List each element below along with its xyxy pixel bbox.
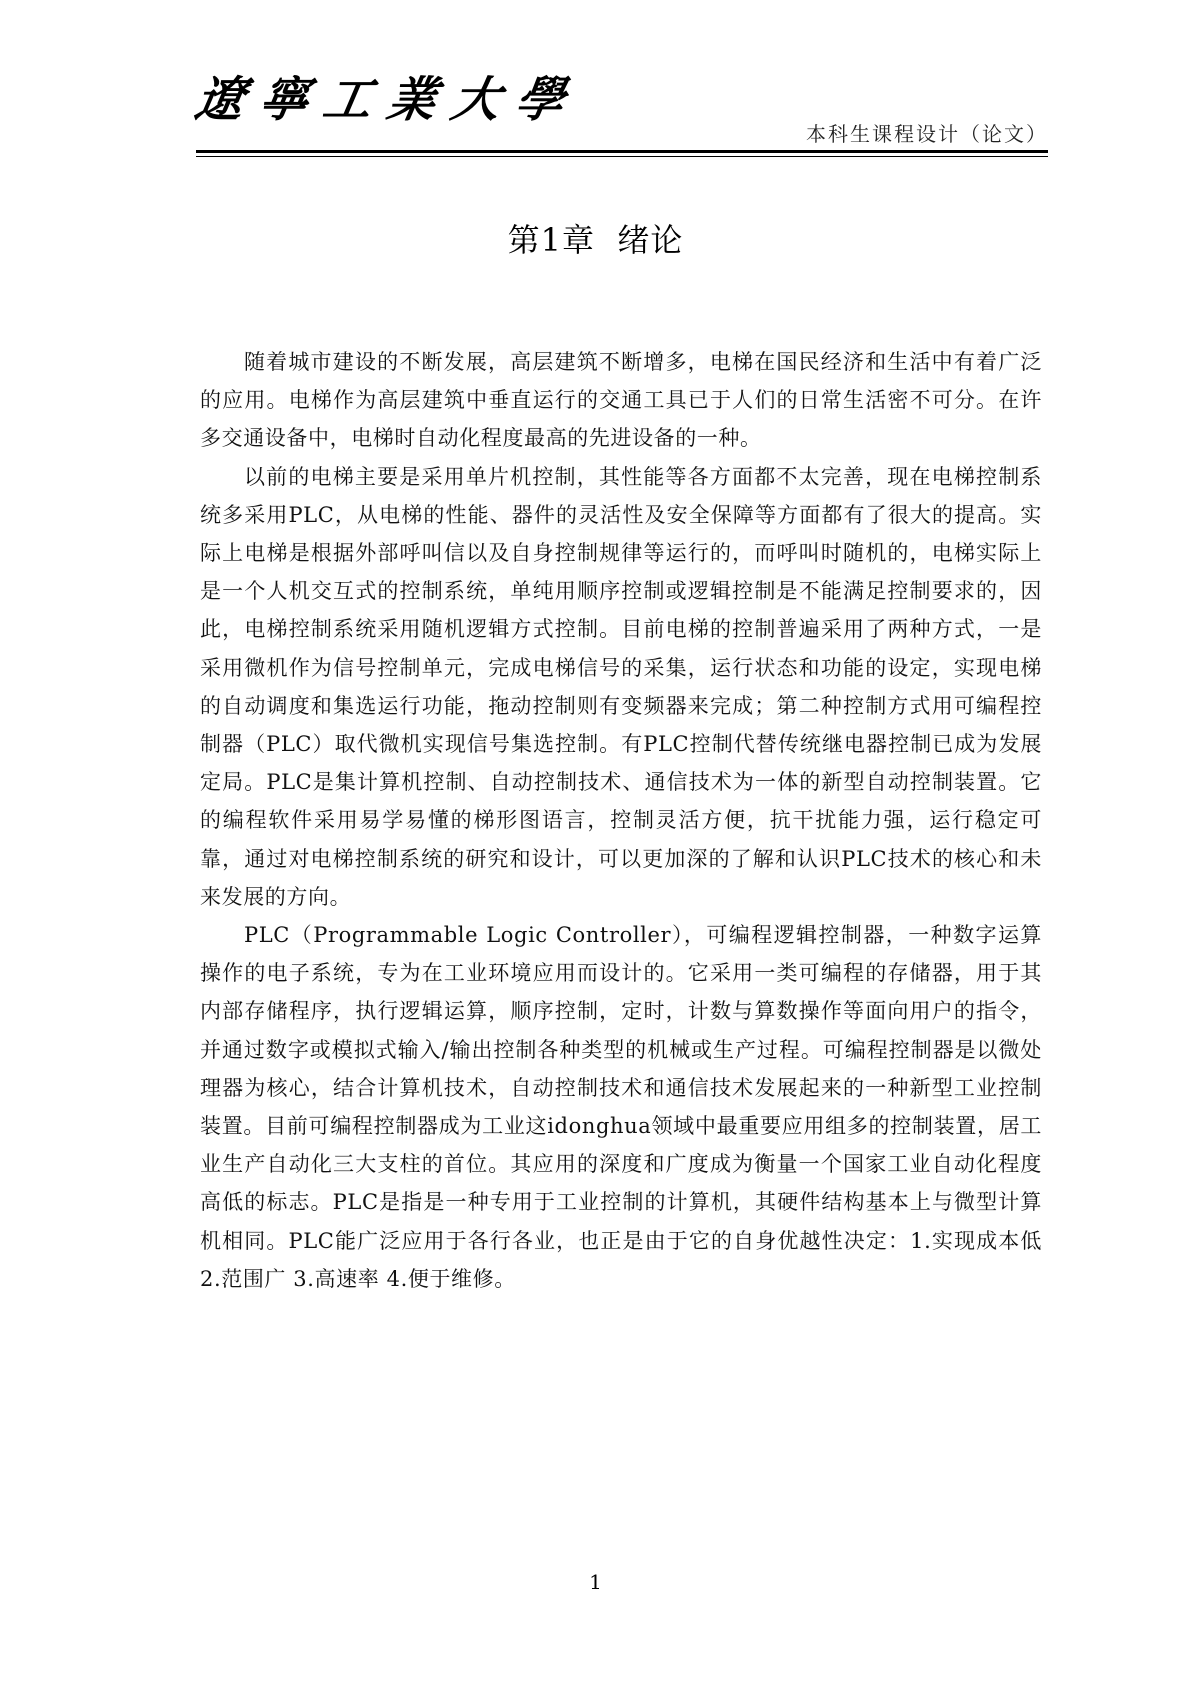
paragraph-intro: 随着城市建设的不断发展，高层建筑不断增多，电梯在国民经济和生活中有着广泛的应用。电梯作为高层建筑中垂直运行的交通工具已于人们的日常生活密不可分。在许多交通设备中，电梯时自动化程度最高的先进设备的一种。 — [200, 350, 1042, 451]
header-rule-thick — [196, 150, 1048, 153]
university-logo: 遼寧工業大學 — [191, 72, 585, 128]
chapter-title: 第1章 绪论 — [507, 221, 684, 259]
page-number: 1 — [589, 1570, 602, 1594]
paragraph-plc-definition: PLC（Programmable Logic Controller），可编程逻辑控制器，一种数字运算操作的电子系统，专为在工业环境应用而设计的。它采用一类可编程的存储器，用于其内部存储程序，执行逻辑运算，顺序控制，定时，计数与算数操作等面向用户的指令，并通过数字或模拟式输入/输出控制各种类型的机械或生产过程。可编程控制器是以微处理器为核心，结合计算机技术，自动控制技术和通信技术发展起来的一种新型工业控制装置。目前可编程控制器成为工业这idonghua领域中最重要应用组多的控制装置，居工业生产自动化三大支柱的首位。其应用的深度和广度成为衡量一个国家工业自动化程度高低的标志。PLC是指是一种专用于工业控制的计算机，其硬件结构基本上与微型计算机相同。PLC能广泛应用于各行各业，也正是由于它的自身优越性决定：1.实现成本低 2.范围广 3.高速率 4.便于维修。 — [200, 923, 1042, 1291]
body-text — [200, 343, 1042, 1298]
header-rule-thin — [196, 156, 1048, 157]
header-subtitle: 本科生课程设计（论文） — [806, 122, 1048, 146]
paragraph-elevator-control: 以前的电梯主要是采用单片机控制，其性能等各方面都不太完善，现在电梯控制系统多采用PLC，从电梯的性能、器件的灵活性及安全保障等方面都有了很大的提高。实际上电梯是根据外部呼叫信以及自身控制规律等运行的，而呼叫时随机的，电梯实际上是一个人机交互式的控制系统，单纯用顺序控制或逻辑控制是不能满足控制要求的，因此，电梯控制系统采用随机逻辑方式控制。目前电梯的控制普遍采用了两种方式，一是采用微机作为信号控制单元，完成电梯信号的采集，运行状态和功能的设定，实现电梯的自动调度和集选运行功能，拖动控制则有变频器来完成；第二种控制方式用可编程控制器（PLC）取代微机实现信号集选控制。有PLC控制代替传统继电器控制已成为发展定局。PLC是集计算机控制、自动控制技术、通信技术为一体的新型自动控制装置。它的编程软件采用易学易懂的梯形图语言，控制灵活方便，抗干扰能力强，运行稳定可靠，通过对电梯控制系统的研究和设计，可以更加深的了解和认识PLC技术的核心和未来发展的方向。 — [200, 464, 1042, 909]
